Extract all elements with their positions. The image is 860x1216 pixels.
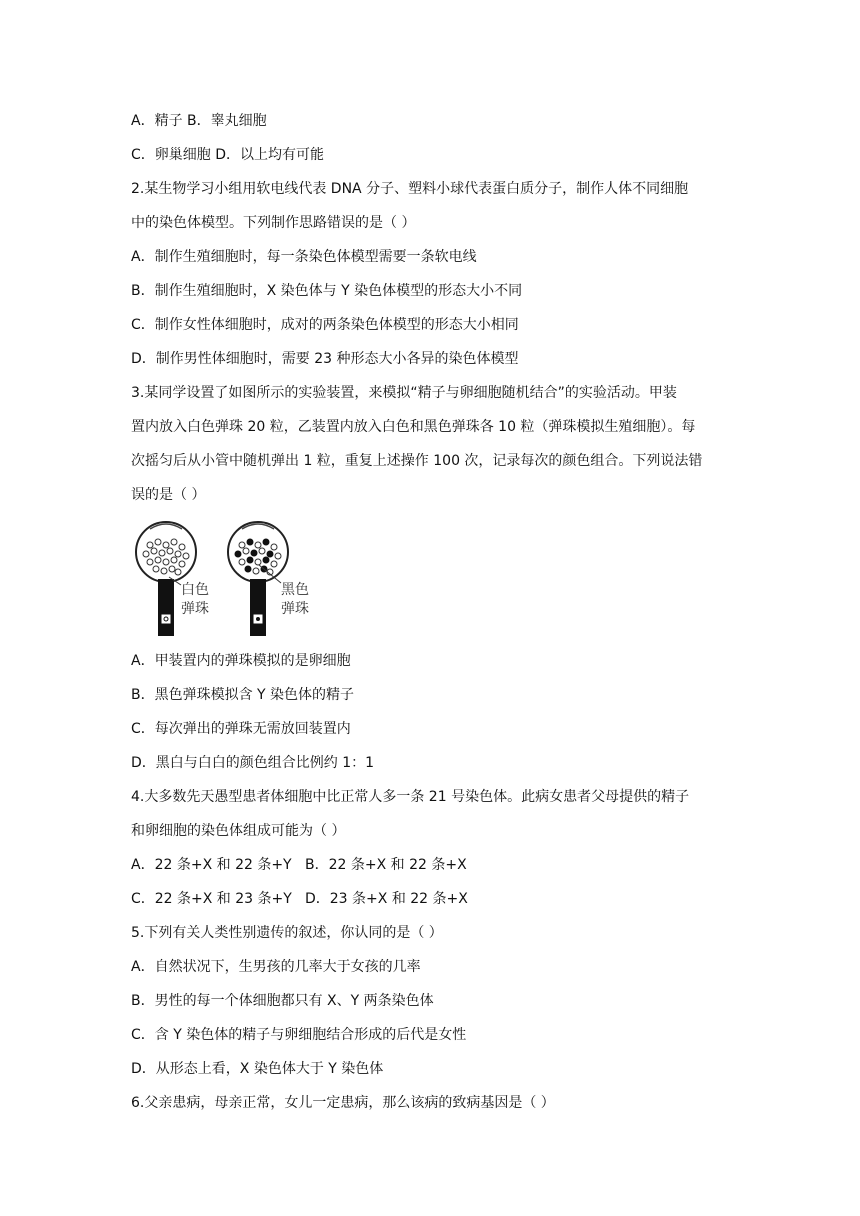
q5-stem-line-1: 5.下列有关人类性别遗传的叙述，你认同的是（ ） <box>131 925 443 941</box>
q4-option-row-1 <box>131 855 467 875</box>
device-yi <box>228 522 309 636</box>
q6-stem-line-1: 6.父亲患病，母亲正常，女儿一定患病，那么该病的致病基因是（ ） <box>131 1095 555 1111</box>
q4-stem-line-1: 4.大多数先天愚型患者体细胞中比正常人多一条 21 号染色体。此病女患者父母提供的精子 <box>131 789 690 805</box>
q5-option-d: D．从形态上看，X 染色体大于 Y 染色体 <box>131 1061 384 1077</box>
q2-option-b: B．制作生殖细胞时，X 染色体与 Y 染色体模型的形态大小不同 <box>131 283 523 299</box>
q1-option-row-1 <box>131 111 267 131</box>
label-white-1: 白色 <box>181 582 209 598</box>
q3-stem-line-2: 置内放入白色弹珠 20 粒，乙装置内放入白色和黑色弹珠各 10 粒（弹珠模拟生殖细胞）。每 <box>131 419 696 435</box>
q5-option-c: C．含 Y 染色体的精子与卵细胞结合形成的后代是女性 <box>131 1027 467 1043</box>
q1-option-b: B．睾丸细胞 <box>187 113 267 129</box>
q4-stem-line-2: 和卵细胞的染色体组成可能为（ ） <box>131 823 346 839</box>
q2-stem-line-2: 中的染色体模型。下列制作思路错误的是（ ） <box>131 215 416 231</box>
q5-option-a: A．自然状况下，生男孩的几率大于女孩的几率 <box>131 959 421 975</box>
q4-option-d: D．23 条+X 和 22 条+X <box>305 891 468 907</box>
device-yi-tube <box>250 579 266 636</box>
label-black-1: 黑色 <box>281 582 309 598</box>
q4-option-a: A．22 条+X 和 22 条+Y <box>131 857 292 873</box>
q3-stem-line-3: 次摇匀后从小管中随机弹出 1 粒，重复上述操作 100 次，记录每次的颜色组合。下列说法错 <box>131 453 703 469</box>
q1-option-a: A．精子 <box>131 113 183 129</box>
marble-apparatus-diagram <box>131 515 331 640</box>
q3-option-c: C．每次弹出的弹珠无需放回装置内 <box>131 721 351 737</box>
q3-option-d: D．黑白与白白的颜色组合比例约 1：1 <box>131 755 375 771</box>
q5-option-b: B．男性的每一个体细胞都只有 X、Y 两条染色体 <box>131 993 434 1009</box>
label-white-2: 弹珠 <box>181 601 209 617</box>
q2-stem-line-1: 2.某生物学习小组用软电线代表 DNA 分子、塑料小球代表蛋白质分子，制作人体不同细胞 <box>131 181 689 197</box>
q4-option-c: C．22 条+X 和 23 条+Y <box>131 891 292 907</box>
device-jia-tube <box>158 579 174 636</box>
device-yi-outlet-marble <box>256 617 260 621</box>
label-black-2: 弹珠 <box>281 601 309 617</box>
q1-option-c: C．卵巢细胞 <box>131 147 211 163</box>
q3-option-b: B．黑色弹珠模拟含 Y 染色体的精子 <box>131 687 355 703</box>
device-jia <box>136 522 209 636</box>
q1-option-row-2 <box>131 145 324 165</box>
q3-option-a: A．甲装置内的弹珠模拟的是卵细胞 <box>131 653 351 669</box>
q2-option-a: A．制作生殖细胞时，每一条染色体模型需要一条软电线 <box>131 249 477 265</box>
q2-option-c: C．制作女性体细胞时，成对的两条染色体模型的形态大小相同 <box>131 317 519 333</box>
q4-option-row-2 <box>131 889 468 909</box>
q2-option-d: D．制作男性体细胞时，需要 23 种形态大小各异的染色体模型 <box>131 351 519 367</box>
marble-apparatus-figure <box>131 515 331 640</box>
q3-stem-line-1: 3.某同学设置了如图所示的实验装置，来模拟“精子与卵细胞随机结合”的实验活动。甲装 <box>131 385 677 401</box>
q4-option-b: B．22 条+X 和 22 条+X <box>305 857 467 873</box>
device-jia-outlet-marble <box>164 617 168 621</box>
q3-stem-line-4: 误的是（ ） <box>131 487 206 503</box>
q1-option-d: D．以上均有可能 <box>215 147 325 163</box>
